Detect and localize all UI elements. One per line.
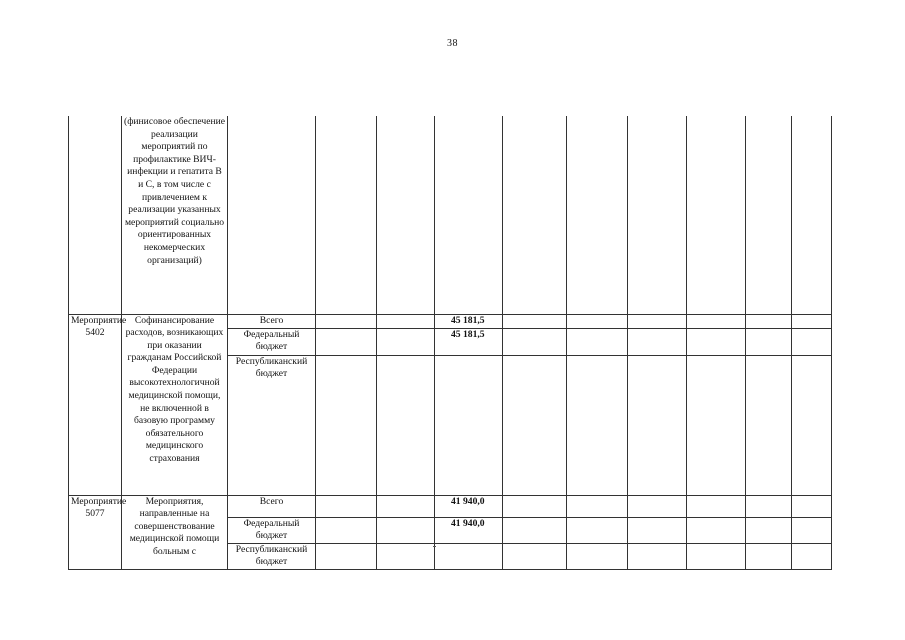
amount-cell: 45 181,5 xyxy=(435,314,503,328)
amount-cell: 45 181,5 xyxy=(435,328,503,355)
amount-cell: 41 940,0 xyxy=(435,495,503,517)
activity-description: Мероприятия, направленные на совершенствование медицинской помощи больным с xyxy=(122,495,228,569)
funding-source: Всего xyxy=(228,314,316,328)
amount-cell: 41 940,0 xyxy=(435,517,503,543)
funding-source: Всего xyxy=(228,495,316,517)
activity-description: (финисовое обеспечение реализации мероприятий по профилактике ВИЧ-инфекции и гепатита В и С, в том числе с привлечением к реализации указанных мероприятий социально ориентированных некомерческих организаций) xyxy=(122,116,228,314)
activity-code: Мероприятие 5077 xyxy=(69,495,122,569)
page-number: 38 xyxy=(447,38,458,49)
amount-cell xyxy=(435,543,503,569)
activity-description: Софинансирование расходов, возникающих при оказании гражданам Российской Федерации высокотехнологичной медицинской помощи, не включенной в базовую программу обязательного медицинского страхования xyxy=(122,314,228,495)
table-row xyxy=(69,116,832,314)
funding-source: Федеральный бюджет xyxy=(228,517,316,543)
funding-source: Федеральный бюджет xyxy=(228,328,316,355)
table-row xyxy=(69,495,832,517)
scan-artifact xyxy=(433,546,436,547)
activity-code: Мероприятие 5402 xyxy=(69,314,122,495)
table-row xyxy=(69,314,832,328)
budget-table xyxy=(68,116,832,570)
amount-cell xyxy=(435,355,503,495)
funding-source: Республиканский бюджет xyxy=(228,543,316,569)
funding-source: Республиканский бюджет xyxy=(228,355,316,495)
